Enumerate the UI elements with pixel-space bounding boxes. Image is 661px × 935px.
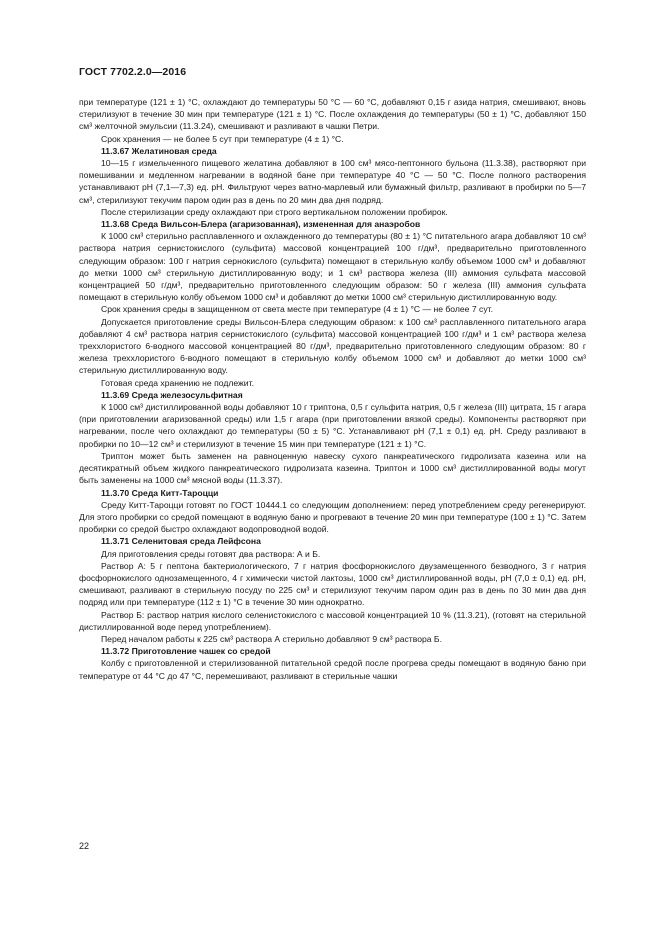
paragraph: После стерилизации среду охлаждают при строго вертикальном положении пробирок. [101, 206, 448, 217]
paragraph: Колбу с приготовленной и стерилизованной питательной средой после прогрева среды помещают в водяную баню при температуре от 44 °С до 47 °С, перемешивают, разливают в стерильные чашки [79, 658, 586, 681]
section-heading: 11.3.71 Селенитовая среда Лейфсона [101, 536, 261, 547]
paragraph: Для приготовления среды готовят два раствора: А и Б. [101, 548, 321, 559]
section-heading: 11.3.69 Среда железосульфитная [101, 389, 243, 400]
paragraph: Раствор А: 5 г пептона бактериологического, 7 г натрия фосфорнокислого двузамещенного безводного, 3 г натрия фосфорнокислого однозамещенного, 4 г химически чистой лактозы, 1000 см³ дистиллированной воды, pH (7,0 ± 0,1) ед. pH, смешивают, разливают в стерильную посуду по 225 см³ и стерилизуют текучим паром один раз в день по 30 мин два дня подряд или при температуре (112 ± 1) °С в течение 30 мин однократно. [79, 560, 586, 608]
paragraph: Перед началом работы к 225 см³ раствора А стерильно добавляют 9 см³ раствора Б. [101, 633, 442, 644]
paragraph: Срок хранения — не более 5 сут при температуре (4 ± 1) °С. [101, 133, 344, 144]
page-body [79, 96, 586, 682]
section-heading: 11.3.70 Среда Китт-Тароцци [101, 487, 219, 498]
paragraph: К 1000 см³ дистиллированной воды добавляют 10 г триптона, 0,5 г сульфита натрия, 0,5 г железа (III) цитрата, 15 г агара (при приготовлении агаризованной среды) или 1,5 г агара (при приготовлении вязкой среды). Компоненты растворяют при нагревании, после чего охлаждают до температуры (50 ± 5) °С. Устанавливают pH (7,1 ± 0,1) ед. pH. Среду разливают в пробирки по 10—12 см³ и стерилизуют в течение 15 мин при температуре (121 ± 1) °С. [79, 402, 586, 449]
section-heading: 11.3.72 Приготовление чашек со средой [101, 646, 271, 657]
paragraph: Срок хранения среды в защищенном от света месте при температуре (4 ± 1) °С — не более 7 сут. [101, 304, 493, 315]
paragraph: Раствор Б: раствор натрия кислого селенистокислого с массовой концентрацией 10 % (11.3.21), (готовят на стерильной дистиллированной воде перед употреблением). [79, 609, 586, 632]
paragraph: Готовая среда хранению не подлежит. [101, 377, 254, 388]
paragraph: К 1000 см³ стерильно расплавленного и охлажденного до температуры (80 ± 1) °С питательного агара добавляют 10 см³ раствора натрия сернистокислого (сульфита) массовой концентрацией 100 г/дм³, предварительно приготовленного следующим образом: 100 г натрия сернокислого (сульфита) помещают в стерильную колбу объемом 1000 см³ и добавляют до метки 1000 см³ стерильную дистиллированную воду; и 1 см³ раствора железа (III) аммония сульфата массовой концентрацией 50 г/дм³, предварительно приготовленного следующим образом: 50 г железа (III) аммония сульфата помещают в стерильную колбу объемом 1000 см³ и добавляют до метки 1000 см³ стерильную дистиллированную воду. [79, 231, 586, 303]
paragraph: 10—15 г измельченного пищевого желатина добавляют в 100 см³ мясо-пептонного бульона (11.3.38), растворяют при помешивании и медленном нагревании в водяной бане при температуре 40 °С — 50 °С. После полного растворения устанавливают pH (7,1—7,3) ед. pH. Фильтруют через ватно-марлевый или бумажный фильтр, разливают в пробирки по 5—7 см³, стерилизуют текучим паром один раз в день по 20 мин два дня подряд. [79, 158, 586, 205]
page-number: 22 [79, 841, 90, 851]
paragraph: Среду Китт-Тароцци готовят по ГОСТ 10444.1 со следующим дополнением: перед употреблением среду регенерируют. Для этого пробирки со средой помещают в водяную баню и прогревают в течение 20 мин при температуре (100 ± 1) °С. Затем пробирки со средой быстро охлаждают водопроводной водой. [79, 499, 586, 535]
paragraph: при температуре (121 ± 1) °С, охлаждают до температуры 50 °С — 60 °С, добавляют 0,15 г азида натрия, смешивают, вновь стерилизуют в течение 30 мин при температуре (121 ± 1) °С. После охлаждения до температуры (50 ± 1) °С, добавляют 150 см³ желточной эмульсии (11.3.24), смешивают и разливают в чашки Петри. [79, 97, 586, 132]
section-heading: 11.3.67 Желатиновая среда [101, 145, 217, 156]
paragraph: Допускается приготовление среды Вильсон-Блера следующим образом: к 100 см³ расплавленного питательного агара добавляют 4 см³ раствора натрия сернистокислого (сульфита) массовой концентрацией 100 г/дм³ и 1 см³ раствора железа трехxлористого 6-водного массовой концентрацией 80 г/дм³, предварительно приготовленного следующим образом: 80 г железа трехxлористого 6-водного помещают в стерильную колбу объемом 1000 см³ и добавляют до метки 1000 см³ стерильную дистиллированную воду. [79, 316, 586, 376]
section-heading: 11.3.68 Среда Вильсон-Блера (агаризованная), измененная для анаэробов [101, 219, 421, 230]
document-code-header: ГОСТ 7702.2.0—2016 [79, 66, 187, 78]
paragraph: Триптон может быть заменен на равноценную навеску сухого панкреатического гидролизата казеина или на десятикратный объем жидкого панкреатического гидролизата казеина. Триптон и 1000 см³ дистиллированной воды могут быть заменены на 1000 см³ мясной воды (11.3.37). [79, 450, 586, 486]
